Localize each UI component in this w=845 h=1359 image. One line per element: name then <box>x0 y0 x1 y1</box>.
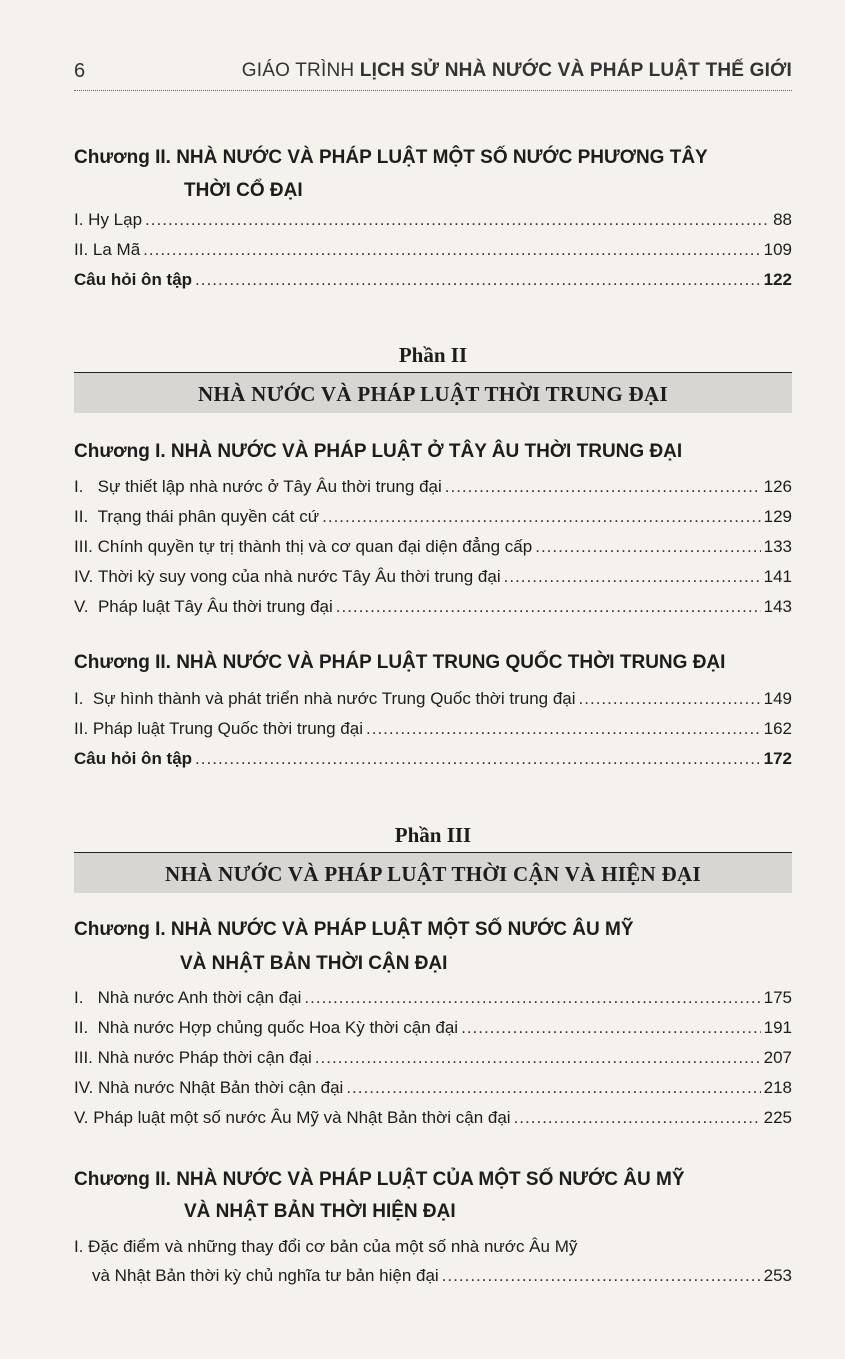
chapter-heading-line2: VÀ NHẬT BẢN THỜI CẬN ĐẠI <box>180 953 448 974</box>
toc-entry-page: 225 <box>763 1108 792 1127</box>
dot-leader <box>143 235 760 265</box>
toc-entry-title: Câu hỏi ôn tập <box>74 749 193 768</box>
toc-entry[interactable] <box>74 1073 792 1103</box>
toc-entry-title: La Mã <box>92 240 141 259</box>
toc-entry-title: Pháp luật Trung Quốc thời trung đại <box>92 719 363 738</box>
chapter-heading-cont <box>74 175 792 207</box>
toc-entry[interactable] <box>74 532 792 562</box>
chapter-heading <box>74 914 792 946</box>
toc-entry-title: Nhà nước Hợp chủng quốc Hoa Kỳ thời cận đại <box>97 1018 459 1037</box>
toc-entry[interactable] <box>74 1261 792 1291</box>
chapter-heading-line1: Chương II. NHÀ NƯỚC VÀ PHÁP LUẬT CỦA MỘT SỐ NƯỚC ÂU MỸ <box>74 1169 685 1190</box>
chapter-heading-line1: Chương II. NHÀ NƯỚC VÀ PHÁP LUẬT MỘT SỐ NƯỚC PHƯƠNG TÂY <box>74 147 708 168</box>
dot-leader <box>304 983 760 1013</box>
dot-leader <box>315 1043 761 1073</box>
toc-entry-number: II. <box>74 1018 98 1037</box>
chapter-heading-cont <box>74 948 792 980</box>
dot-leader <box>579 684 761 714</box>
book-title-prefix: GIÁO TRÌNH <box>241 60 355 81</box>
toc-entry[interactable] <box>74 502 792 532</box>
running-header <box>74 58 792 91</box>
toc-entry-review[interactable] <box>74 265 792 295</box>
part-label: Phần III <box>394 823 472 847</box>
dot-leader <box>195 744 761 774</box>
toc-entry-title: Sự thiết lập nhà nước ở Tây Âu thời trung đại <box>97 477 442 496</box>
chapter-heading-line1: Chương II. NHÀ NƯỚC VÀ PHÁP LUẬT TRUNG QUỐC THỜI TRUNG ĐẠI <box>74 652 726 673</box>
toc-entry[interactable] <box>74 205 792 235</box>
dot-leader <box>504 562 761 592</box>
toc-entry-page: 175 <box>763 988 792 1007</box>
chapter-heading <box>74 1164 792 1196</box>
part-title-band: NHÀ NƯỚC VÀ PHÁP LUẬT THỜI TRUNG ĐẠI <box>74 372 792 413</box>
toc-entry-number: I. <box>74 477 98 496</box>
toc-entry[interactable] <box>74 684 792 714</box>
toc-entry-page: 253 <box>763 1266 792 1285</box>
toc-entry-page: 207 <box>763 1048 792 1067</box>
toc-entry[interactable] <box>74 562 792 592</box>
toc-entry[interactable] <box>74 472 792 502</box>
toc-entry[interactable] <box>74 1013 792 1043</box>
toc-entry-page: 126 <box>763 477 792 496</box>
toc-entry-title: và Nhật Bản thời kỳ chủ nghĩa tư bản hiện đại <box>92 1266 439 1285</box>
chapter-heading-line2: VÀ NHẬT BẢN THỜI HIỆN ĐẠI <box>184 1201 456 1222</box>
toc-entry-title: Trạng thái phân quyền cát cứ <box>97 507 320 526</box>
toc-entry-number: V. <box>74 597 98 616</box>
chapter-heading <box>74 647 792 679</box>
toc-entry-number: I. <box>74 988 98 1007</box>
dot-leader <box>442 1261 761 1291</box>
toc-entry-review[interactable] <box>74 744 792 774</box>
toc-entry-title: Thời kỳ suy vong của nhà nước Tây Âu thời trung đại <box>97 567 501 586</box>
dot-leader <box>346 1073 760 1103</box>
dot-leader <box>445 472 761 502</box>
toc-entry-page: 129 <box>763 507 792 526</box>
toc-entry-number: II. <box>74 719 93 738</box>
toc-entry[interactable] <box>74 1103 792 1133</box>
dot-leader <box>535 532 760 562</box>
dot-leader <box>195 265 761 295</box>
page-number: 6 <box>74 60 86 82</box>
toc-entry-page: 191 <box>763 1018 792 1037</box>
dot-leader <box>322 502 761 532</box>
toc-entry-title: Hy Lạp <box>88 210 143 229</box>
chapter-heading-line1: Chương I. NHÀ NƯỚC VÀ PHÁP LUẬT Ở TÂY ÂU THỜI TRUNG ĐẠI <box>74 441 683 462</box>
toc-entry-number: II. <box>74 507 98 526</box>
toc-entry-page: 143 <box>763 597 792 616</box>
toc-entry-title: Chính quyền tự trị thành thị và cơ quan đại diện đẳng cấp <box>97 537 533 556</box>
toc-entry-page: 88 <box>773 210 792 229</box>
toc-entry-number: V. <box>74 1108 94 1127</box>
chapter-heading-cont <box>74 1196 792 1228</box>
chapter-heading <box>74 142 792 174</box>
toc-entry-title: Pháp luật một số nước Âu Mỹ và Nhật Bản thời cận đại <box>93 1108 511 1127</box>
dot-leader <box>366 714 761 744</box>
toc-entry-number: IV. <box>74 567 98 586</box>
chapter-heading-line2: THỜI CỔ ĐẠI <box>184 180 303 201</box>
dot-leader <box>336 592 761 622</box>
toc-entry-number: IV. <box>74 1078 98 1097</box>
toc-entry-page: 133 <box>763 537 792 556</box>
dot-leader <box>514 1103 761 1133</box>
toc-entry-title: Pháp luật Tây Âu thời trung đại <box>97 597 333 616</box>
toc-entry-page: 122 <box>763 270 792 289</box>
dot-leader <box>145 205 770 235</box>
toc-entry-title: Sự hình thành và phát triển nhà nước Trung Quốc thời trung đại <box>92 689 576 708</box>
chapter-heading <box>74 436 792 468</box>
toc-entry[interactable] <box>74 235 792 265</box>
toc-entry[interactable] <box>74 714 792 744</box>
toc-entry-title: Câu hỏi ôn tập <box>74 270 193 289</box>
toc-entry-page: 109 <box>763 240 792 259</box>
dot-leader <box>461 1013 761 1043</box>
toc-entry-page: 218 <box>763 1078 792 1097</box>
toc-entry-multiline-line1[interactable]: I. Đặc điểm và những thay đổi cơ bản của một số nhà nước Âu Mỹ <box>74 1237 578 1256</box>
book-title <box>242 60 792 82</box>
toc-entry-page: 162 <box>763 719 792 738</box>
toc-entry-number: II. <box>74 240 93 259</box>
toc-entry-number: I. <box>74 689 93 708</box>
part-title-band: NHÀ NƯỚC VÀ PHÁP LUẬT THỜI CẬN VÀ HIỆN ĐẠI <box>74 852 792 893</box>
toc-entry-page: 172 <box>763 749 792 768</box>
toc-entry-title: Nhà nước Pháp thời cận đại <box>97 1048 312 1067</box>
toc-entry[interactable] <box>74 592 792 622</box>
part-label: Phần II <box>398 343 468 367</box>
toc-entry[interactable] <box>74 983 792 1013</box>
toc-entry-number: I. <box>74 210 89 229</box>
toc-entry-title: Nhà nước Nhật Bản thời cận đại <box>97 1078 344 1097</box>
chapter-heading-line1: Chương I. NHÀ NƯỚC VÀ PHÁP LUẬT MỘT SỐ NƯỚC ÂU MỸ <box>74 919 634 940</box>
toc-entry-title: Nhà nước Anh thời cận đại <box>97 988 302 1007</box>
book-title-main: LỊCH SỬ NHÀ NƯỚC VÀ PHÁP LUẬT THẾ GIỚI <box>359 60 792 81</box>
toc-entry[interactable] <box>74 1043 792 1073</box>
toc-entry-number: III. <box>74 537 98 556</box>
toc-entry-page: 141 <box>763 567 792 586</box>
toc-entry-number: III. <box>74 1048 98 1067</box>
toc-entry-page: 149 <box>763 689 792 708</box>
